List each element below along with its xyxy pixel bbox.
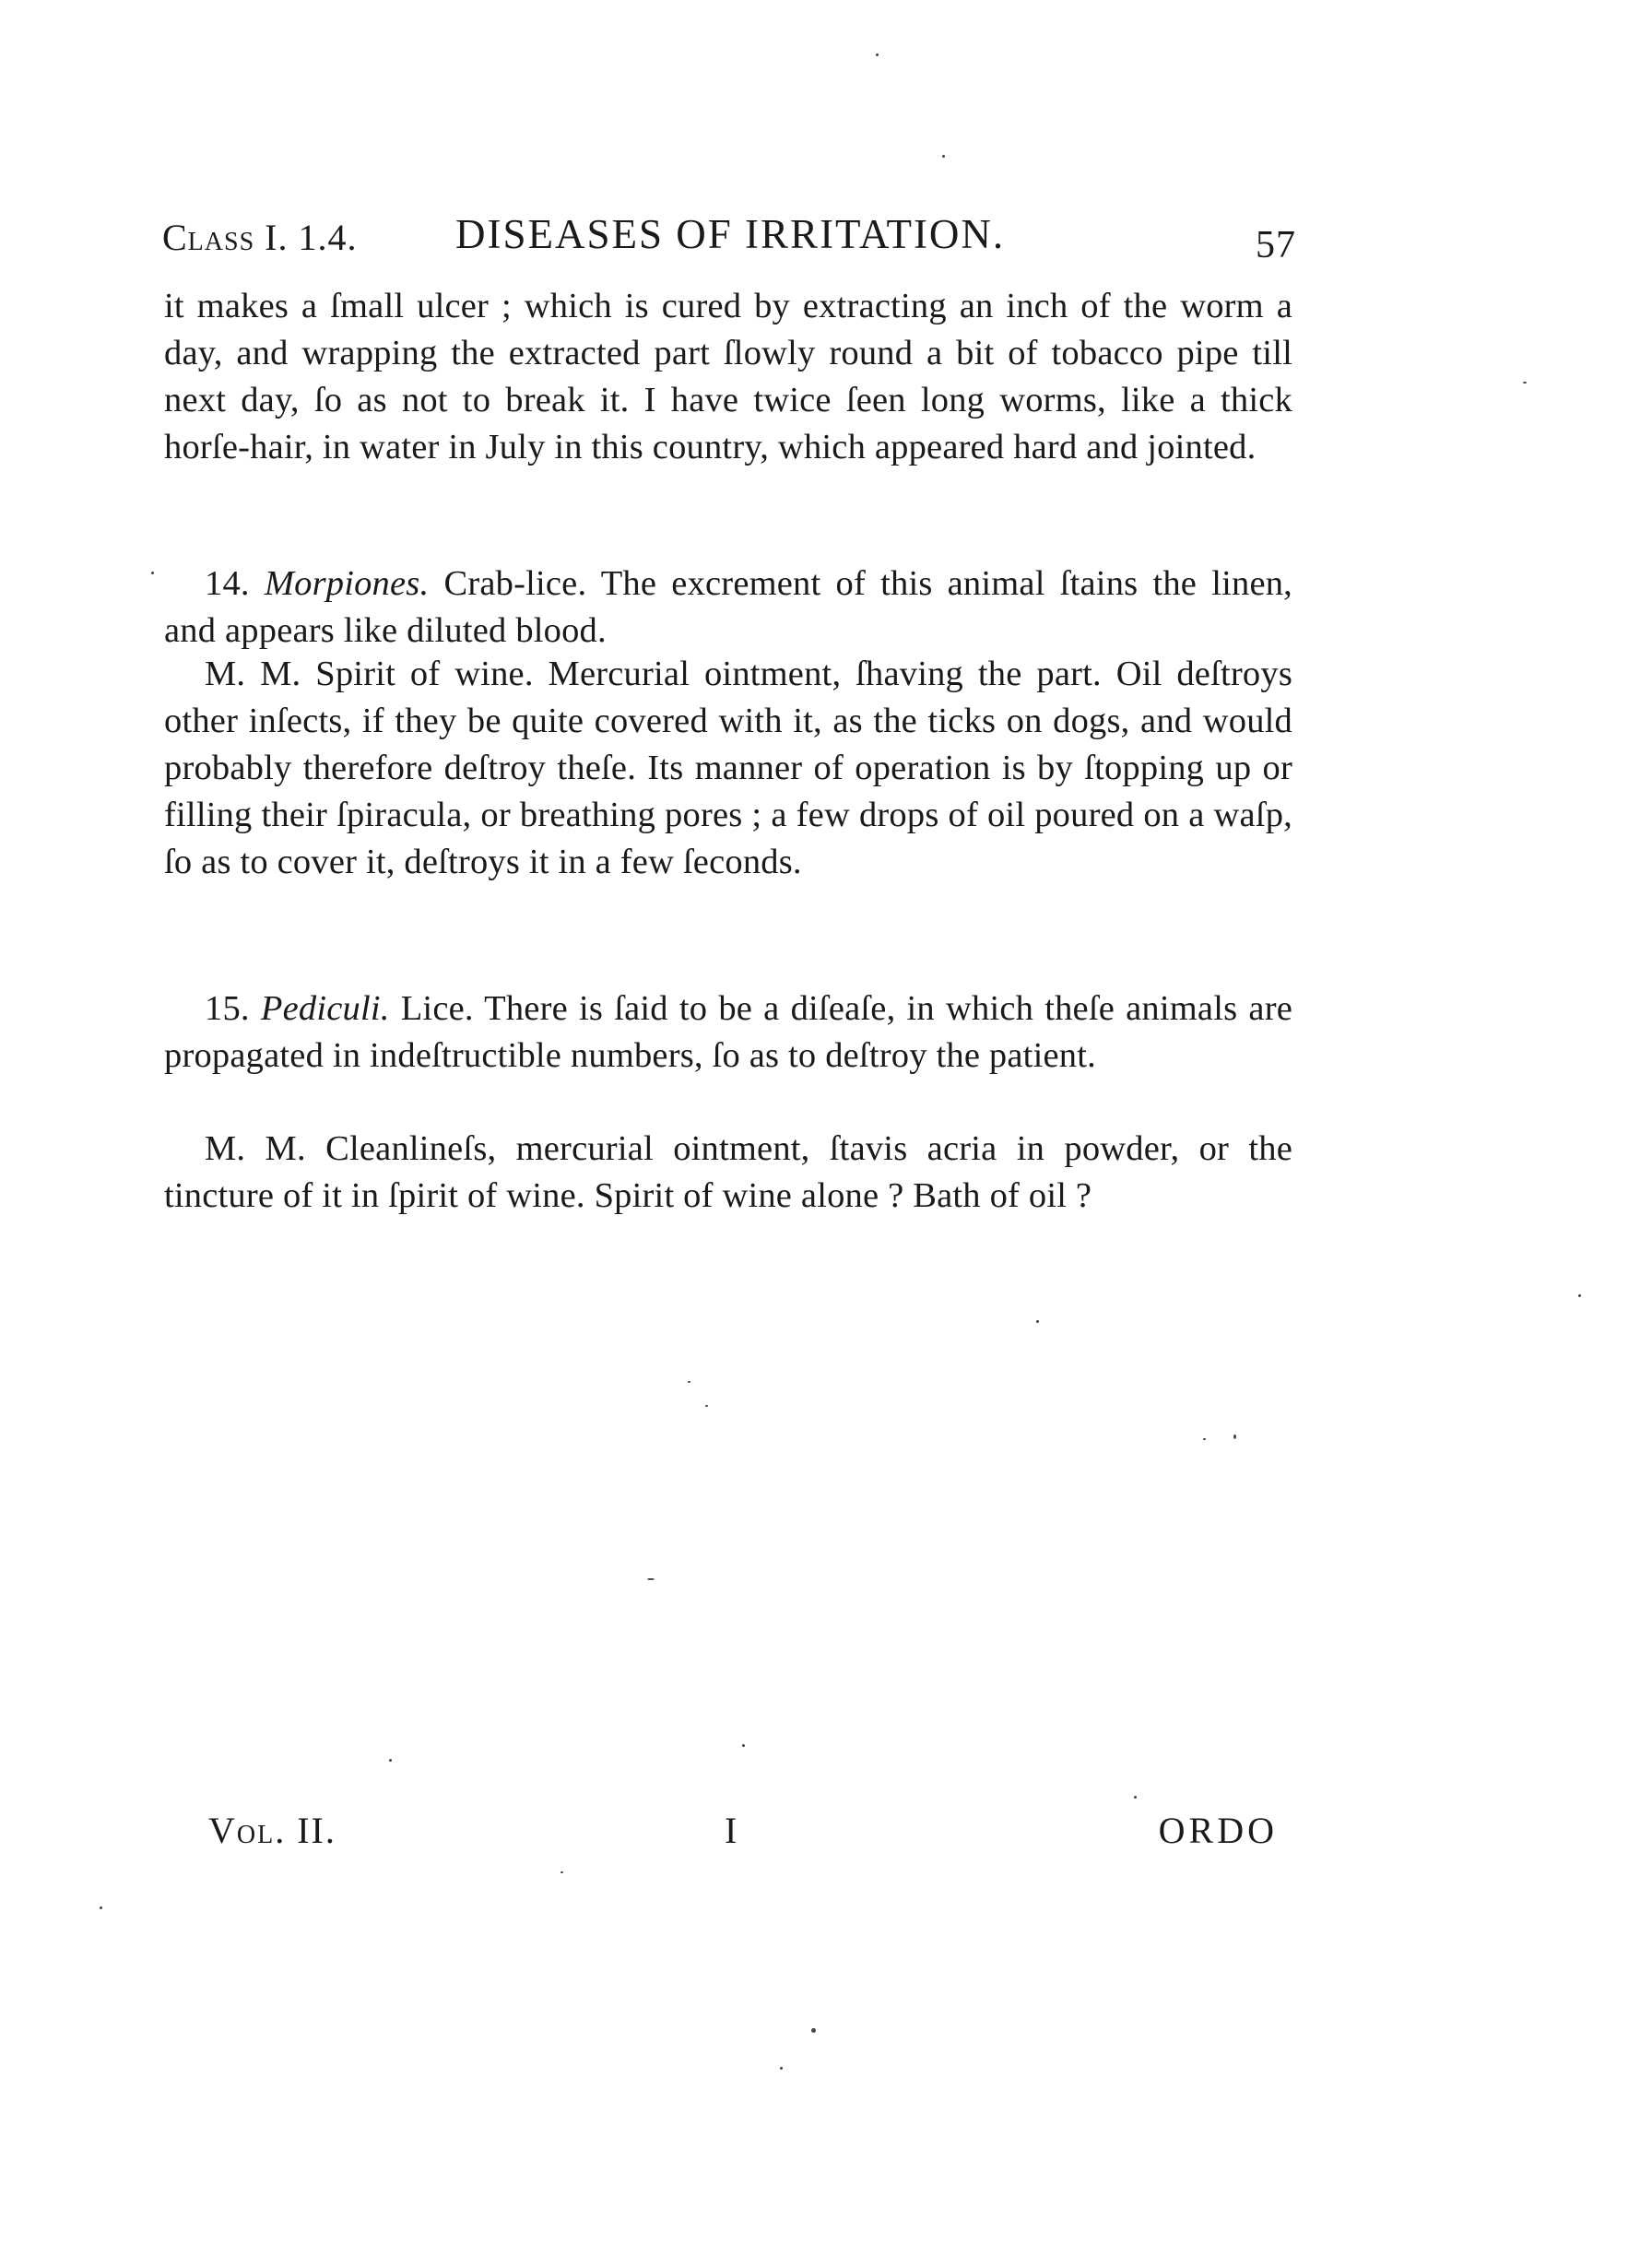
paper-speck (1578, 1294, 1581, 1297)
paper-speck (1523, 382, 1527, 384)
paper-speck (151, 572, 154, 574)
paper-speck (705, 1405, 708, 1407)
materia-medica-text: M. M. Spirit of wine. Mercurial ointment, ſhaving the part. Oil deſtroys other inſects, if they be quite covered with it, as the ticks on dogs, and would probably therefore deſtroy theſe. Its manner of operation is by ſtopping up or filling their ſpiracula, or breathing pores ; a few drops of oil poured on a waſp, ſo as to cover it, deſtroys it in a few ſeconds. (164, 655, 1292, 881)
paper-speck (1036, 1320, 1039, 1323)
paragraph-continued (164, 283, 1292, 471)
catchword: ORDO (1158, 1810, 1278, 1851)
class-label: Class I. 1.4. (162, 217, 358, 258)
paper-speck (100, 1906, 102, 1909)
paper-speck (1233, 1434, 1236, 1439)
paper-speck (1203, 1438, 1206, 1440)
entry-description: Crab-lice. The excrement of this animal ſtains the linen, and appears like diluted blood. (164, 564, 1293, 650)
paper-speck (811, 2028, 816, 2033)
page-title: DISEASES OF IRRITATION. (455, 211, 1006, 257)
entry-15-materia-medica (164, 1126, 1292, 1220)
entry-number: 15. (205, 989, 250, 1028)
paper-speck (942, 155, 945, 158)
paper-speck (560, 1871, 563, 1873)
volume-label: Vol. II. (208, 1810, 336, 1851)
entry-14 (164, 560, 1292, 655)
entry-description: Lice. There is ſaid to be a diſeaſe, in which theſe animals are propagated in indeſtructible numbers, ſo as to deſtroy the patient. (164, 989, 1293, 1075)
entry-number: 14. (205, 564, 250, 603)
materia-medica-text: M. M. Cleanlineſs, mercurial ointment, ſtavis acria in powder, or the tincture of it in ſpirit of wine. Spirit of wine alone ? Bath of oil ? (164, 1129, 1292, 1215)
page-footer (208, 1809, 1278, 1860)
paper-speck (1134, 1796, 1137, 1799)
page-number: 57 (1256, 224, 1296, 266)
entry-latin-name: Morpiones. (264, 564, 430, 603)
paper-speck (780, 2067, 783, 2070)
entry-15 (164, 985, 1292, 1080)
paper-speck (647, 1578, 655, 1580)
paper-speck (389, 1759, 392, 1762)
entry-14-text (164, 560, 1292, 655)
paper-speck (688, 1381, 690, 1383)
entry-15-text (164, 985, 1292, 1080)
paragraph-text: it makes a ſmall ulcer ; which is cured by extracting an inch of the worm a day, and wrapping the extracted part ſlowly round a bit of tobacco pipe till next day, ſo as not to break it. I have twice ſeen long worms, like a thick horſe-hair, in water in July in this country, which appeared hard and jointed. (164, 287, 1292, 466)
entry-latin-name: Pediculi. (260, 989, 390, 1028)
paper-speck (742, 1744, 745, 1747)
paper-speck (876, 53, 879, 56)
signature-mark: I (725, 1810, 739, 1851)
running-header (162, 210, 1296, 266)
entry-14-materia-medica (164, 651, 1292, 886)
